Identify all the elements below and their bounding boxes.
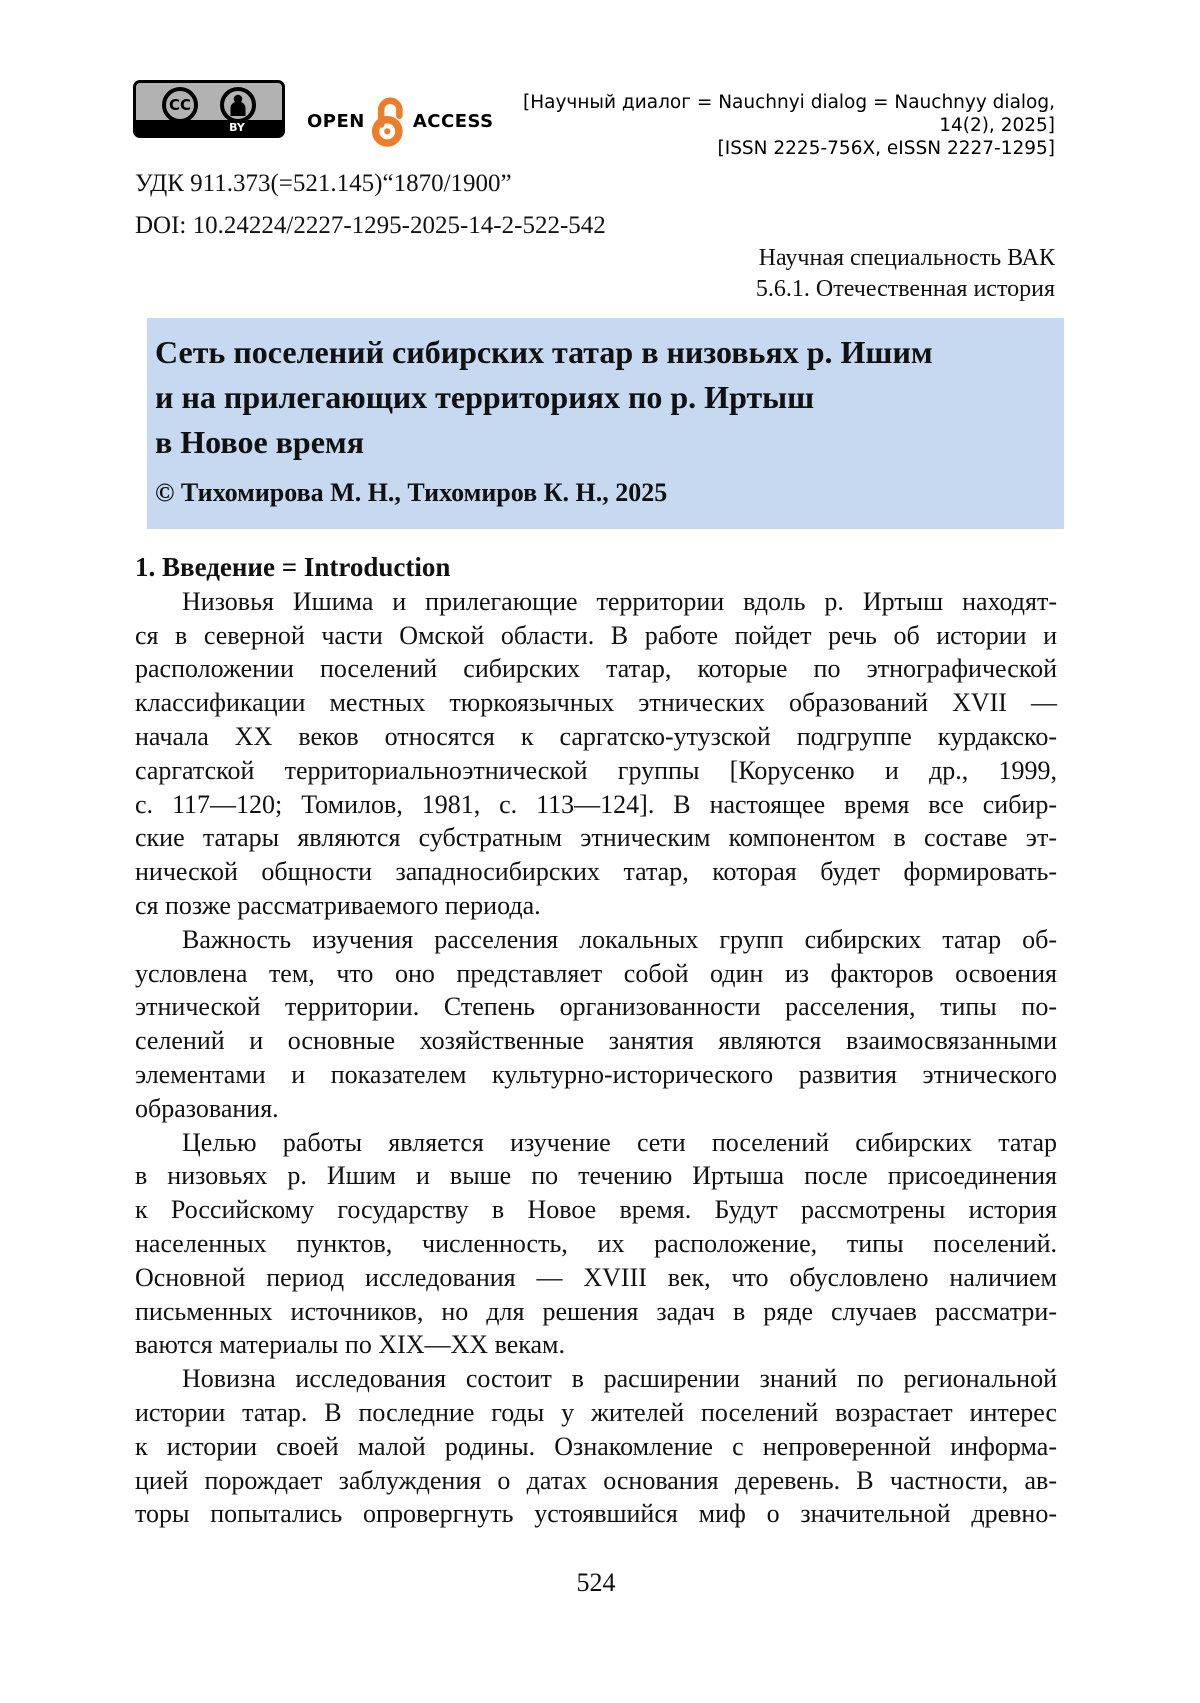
article-title-line: Сеть поселений сибирских татар в низовьях р. Ишим	[155, 334, 933, 370]
open-access-access-label: ACCESS	[412, 110, 494, 132]
cc-icon: CC	[162, 87, 198, 123]
text-line: цией порождает заблуждения о датах основания деревень. В частности, ав-	[135, 1465, 1057, 1495]
text-line: к истории своей малой родины. Ознакомление с непроверенной информа-	[135, 1431, 1057, 1461]
text-line: Важность изучения расселения локальных групп сибирских татар об-	[182, 924, 1057, 954]
vak-specialty-line1: Научная специальность ВАК	[758, 245, 1055, 271]
text-line: селений и основные хозяйственные занятия являются взаимосвязанными	[135, 1026, 1057, 1056]
text-line: в низовьях р. Ишим и выше по течению Иртыша после присоединения	[135, 1161, 1057, 1191]
text-line: ваются материалы по XIX—XX векам.	[135, 1330, 565, 1360]
text-line: населенных пунктов, численность, их расположение, типы поселений.	[135, 1228, 1057, 1258]
section-heading: 1. Введение = Introduction	[135, 552, 451, 582]
journal-title-line: [Научный диалог = Nauchnyi dialog = Nauchnyy dialog, 14(2), 2025]	[522, 92, 1055, 136]
open-access-open-label: OPEN	[307, 110, 365, 132]
paragraph	[135, 585, 1057, 923]
text-line: этнической территории. Степень организованности расселения, типы по-	[135, 992, 1057, 1022]
text-line: нической общности западносибирских татар, которая будет формировать-	[135, 857, 1057, 887]
cc-by-license-badge	[133, 80, 285, 138]
text-line: ся в северной части Омской области. В работе пойдет речь об истории и	[135, 620, 1057, 650]
paragraph	[135, 923, 1057, 1126]
text-line: Основной период исследования — XVIII век, что обусловлено наличием	[135, 1262, 1057, 1292]
article-title-line: в Новое время	[155, 424, 365, 460]
article-title	[155, 330, 1054, 465]
text-line: условлена тем, что оно представляет собой один из факторов освоения	[135, 958, 1057, 988]
journal-header	[494, 91, 1055, 160]
text-line: образования.	[135, 1093, 279, 1123]
cc-badge-circles	[136, 86, 282, 124]
text-line: с. 117—120; Томилов, 1981, с. 113—124]. В настоящее время все сибир-	[135, 789, 1057, 819]
text-line: Низовья Ишима и прилегающие территории вдоль р. Иртыш находят-	[182, 586, 1057, 616]
vak-specialty-line2: 5.6.1. Отечественная история	[755, 276, 1055, 302]
text-line: Новизна исследования состоит в расширении знаний по региональной	[182, 1364, 1057, 1394]
paragraphs	[135, 585, 1057, 1531]
article-title-line: и на прилегающих территориях по р. Иртыш	[155, 379, 815, 415]
udk-line: УДК 911.373(=521.145)“1870/1900”	[135, 170, 512, 197]
text-line: саргатской территориальноэтнической группы [Корусенко и др., 1999,	[135, 755, 1057, 785]
doi-line: DOI: 10.24224/2227-1295-2025-14-2-522-542	[135, 212, 606, 239]
page-number: 524	[576, 1568, 616, 1597]
open-access-logo	[307, 94, 494, 148]
text-line: ские татары являются субстратным этническим компонентом в составе эт-	[135, 823, 1057, 853]
text-line: расположении поселений сибирских татар, которые по этнографической	[135, 654, 1057, 684]
copyright-line: © Тихомирова М. Н., Тихомиров К. Н., 2025	[155, 478, 668, 507]
text-line: Целью работы является изучение сети поселений сибирских татар	[182, 1127, 1057, 1157]
text-line: к Российскому государству в Новое время. Будут рассмотрены история	[135, 1195, 1057, 1225]
article-body	[135, 551, 1057, 1531]
journal-issn-line: [ISSN 2225-756X, eISSN 2227-1295]	[717, 138, 1055, 159]
text-line: классификации местных тюркоязычных этнических образований XVII —	[135, 688, 1057, 718]
open-lock-icon	[370, 94, 408, 148]
text-line: начала XX веков относятся к саргатско-утузской подгруппе курдакско-	[135, 721, 1057, 751]
paragraph	[135, 1126, 1057, 1363]
vak-specialty	[756, 243, 1055, 305]
text-line: элементами и показателем культурно-исторического развития этнического	[135, 1059, 1057, 1089]
header-row	[133, 80, 1055, 160]
paragraph	[135, 1362, 1057, 1531]
text-line: письменных источников, но для решения задач в ряде случаев рассматри-	[135, 1296, 1057, 1326]
person-icon	[220, 87, 256, 123]
article-title-block	[147, 318, 1064, 529]
cc-by-label: BY	[135, 120, 283, 136]
text-line: истории татар. В последние годы у жителей поселений возрастает интерес	[135, 1397, 1057, 1427]
text-line: торы попытались опровергнуть устоявшийся миф о значительной древно-	[135, 1499, 1057, 1529]
text-line: ся позже рассматриваемого периода.	[135, 890, 541, 920]
